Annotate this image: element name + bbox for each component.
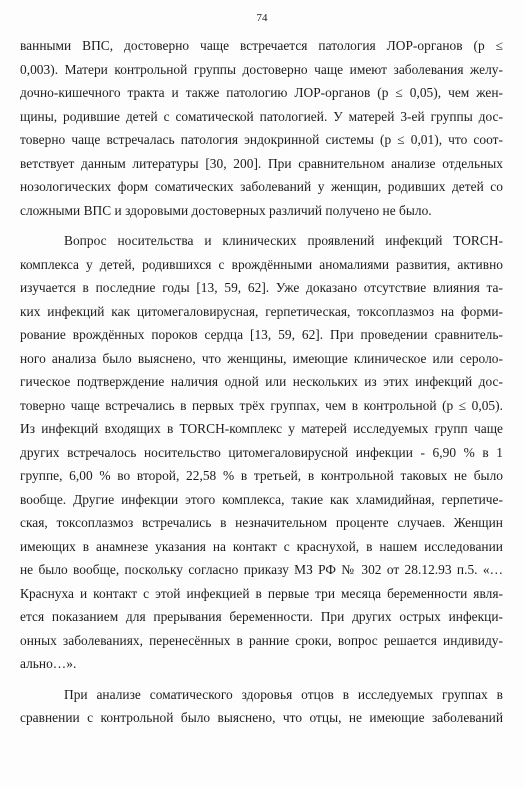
text-line: 0,003). Матери контрольной группы достоверно чаще имеют заболевания желу- xyxy=(20,61,503,77)
text-line: ально…». xyxy=(20,656,77,671)
text-line: товерно чаще встречалась патология эндокринной системы (р ≤ 0,01), что соот- xyxy=(20,132,503,147)
text-line: ких инфекций как цитомегаловирусная, герпетическая, токсоплазмоз на форми- xyxy=(20,303,503,319)
paragraph-fathers-health xyxy=(20,683,503,730)
text-line: ного анализа было выяснено, что женщины, имеющие клиническое или сероло- xyxy=(20,350,503,366)
text-line: нозологических форм соматических заболеваний у женщин, родивших детей со xyxy=(20,179,503,194)
text-line: гическое подтверждение наличия одной или нескольких из этих инфекций дос- xyxy=(20,374,503,389)
text-line: комплекса у детей, родившихся с врождёнными аномалиями развития, активно xyxy=(20,256,503,272)
text-line: сложными ВПС и здоровыми достоверных различий получено не было. xyxy=(20,202,432,218)
text-line: Краснуха и контакт с этой инфекцией в первые три месяца беременности явля- xyxy=(20,585,503,601)
text-line: не было вообще, поскольку согласно приказу МЗ РФ № 302 от 28.12.93 п.5. «… xyxy=(20,562,503,577)
text-line: дочно-кишечного тракта и также патологию ЛОР-органов (р ≤ 0,05), чем жен- xyxy=(20,85,503,100)
text-line: ская, токсоплазмоз встречались в незначительном проценте случаев. Женщин xyxy=(20,515,503,530)
text-line: Из инфекций входящих в TORCH-комплекс у матерей исследуемых групп чаще xyxy=(20,421,503,436)
paragraph-torch-infections xyxy=(20,229,503,676)
paragraph-gap xyxy=(20,222,503,229)
page-number: 74 xyxy=(256,12,268,24)
text-line: онных заболеваниях, перенесённых в ранние сроки, вопрос решается индивиду- xyxy=(20,632,503,648)
text-line: группе, 6,00 % во второй, 22,58 % в третьей, в контрольной таковых не было xyxy=(20,468,503,483)
text-line: ветствует данным литературы [30, 200]. При сравнительном анализе отдельных xyxy=(20,155,503,171)
text-line: Вопрос носительства и клинических проявлений инфекций TORCH- xyxy=(64,233,503,248)
text-line: вообще. Другие инфекции этого комплекса, такие как хламидийная, герпетиче- xyxy=(20,491,503,507)
text-line: рование врождённых пороков сердца [13, 59, 62]. При проведении сравнитель- xyxy=(20,327,503,342)
text-line: При анализе соматического здоровья отцов в исследуемых группах в xyxy=(64,686,503,702)
text-line: товерно чаще встречались в первых трёх группах, чем в контрольной (р ≤ 0,05). xyxy=(20,397,503,413)
text-line: сравнении с контрольной было выяснено, что отцы, не имеющие заболеваний xyxy=(20,710,503,725)
text-line: имеющих в анамнезе указания на контакт с краснухой, в нашем исследовании xyxy=(20,538,503,554)
text-line: ется показанием для прерывания беременности. При других острых инфекци- xyxy=(20,609,503,624)
text-line: ванными ВПС, достоверно чаще встречается патология ЛОР-органов (р ≤ xyxy=(20,38,503,53)
text-line: изучается в последние годы [13, 59, 62]. Уже доказано отсутствие влияния та- xyxy=(20,280,503,295)
body-text xyxy=(20,34,503,730)
text-line: щины, родившие детей с соматической патологией. У матерей 3-ей группы дос- xyxy=(20,108,503,124)
text-line: других встречалось носительство цитомегаловирусной инфекции - 6,90 % в 1 xyxy=(20,444,503,460)
paragraph-somatic-pathology xyxy=(20,34,503,222)
paragraph-gap xyxy=(20,676,503,683)
